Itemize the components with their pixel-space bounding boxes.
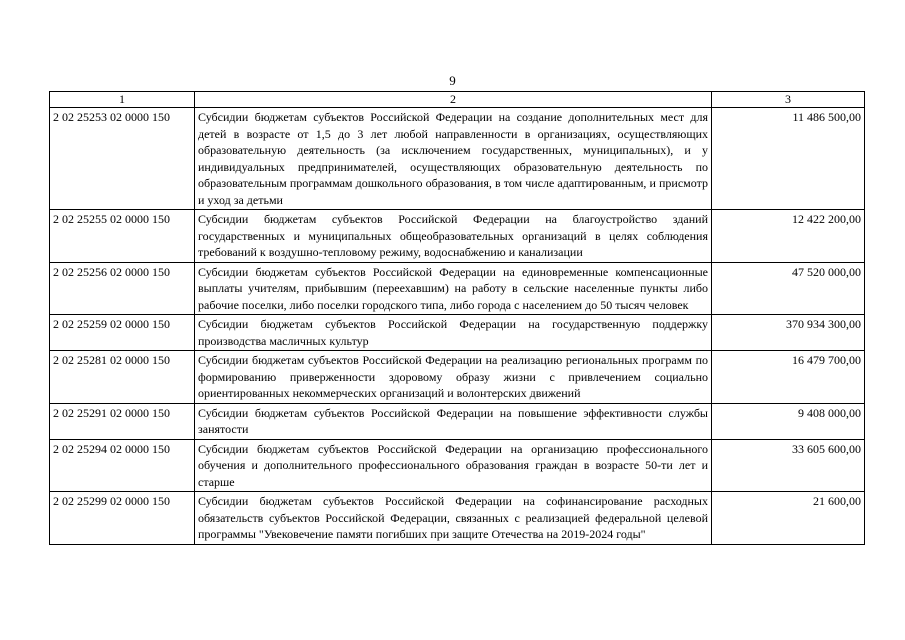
column-header-1: 1 <box>50 92 195 108</box>
row-description: Субсидии бюджетам субъектов Российской Федерации на государственную поддержку производства масличных культур <box>195 315 712 351</box>
row-description: Субсидии бюджетам субъектов Российской Федерации на софинансирование расходных обязательств субъектов Российской Федерации, связанных с реализацией федеральной целевой программы "Увековечение памяти погибших при защите Отечества на 2019-2024 годы" <box>195 492 712 545</box>
row-amount: 9 408 000,00 <box>712 403 865 439</box>
budget-code: 2 02 25256 02 0000 150 <box>50 262 195 315</box>
table-header-row <box>50 92 865 108</box>
budget-code: 2 02 25253 02 0000 150 <box>50 108 195 210</box>
row-description: Субсидии бюджетам субъектов Российской Федерации на повышение эффективности службы занятости <box>195 403 712 439</box>
table-row <box>50 439 865 492</box>
row-description: Субсидии бюджетам субъектов Российской Федерации на единовременные компенсационные выплаты учителям, прибывшим (переехавшим) на работу в сельские населенные пункты либо рабочие поселки, либо поселки городского типа, либо города с населением до 50 тысяч человек <box>195 262 712 315</box>
budget-code: 2 02 25255 02 0000 150 <box>50 210 195 263</box>
row-description: Субсидии бюджетам субъектов Российской Федерации на благоустройство зданий государственных и муниципальных общеобразовательных организаций в целях соблюдения требований к воздушно-тепловому режиму, водоснабжению и канализации <box>195 210 712 263</box>
page-number: 9 <box>449 73 456 88</box>
row-amount: 21 600,00 <box>712 492 865 545</box>
column-header-3: 3 <box>712 92 865 108</box>
table-row <box>50 403 865 439</box>
row-amount: 33 605 600,00 <box>712 439 865 492</box>
row-description: Субсидии бюджетам субъектов Российской Федерации на реализацию региональных программ по формированию приверженности здоровому образу жизни с привлечением социально ориентированных некоммерческих организаций и волонтерских движений <box>195 351 712 404</box>
budget-code: 2 02 25291 02 0000 150 <box>50 403 195 439</box>
row-amount: 12 422 200,00 <box>712 210 865 263</box>
column-header-2: 2 <box>195 92 712 108</box>
row-description: Субсидии бюджетам субъектов Российской Федерации на организацию профессионального обучения и дополнительного профессионального образования граждан в возрасте 50-ти лет и старше <box>195 439 712 492</box>
budget-code: 2 02 25259 02 0000 150 <box>50 315 195 351</box>
budget-code: 2 02 25281 02 0000 150 <box>50 351 195 404</box>
table-row <box>50 315 865 351</box>
table-row <box>50 108 865 210</box>
budget-code: 2 02 25299 02 0000 150 <box>50 492 195 545</box>
row-amount: 47 520 000,00 <box>712 262 865 315</box>
table-row <box>50 492 865 545</box>
row-description: Субсидии бюджетам субъектов Российской Федерации на создание дополнительных мест для детей в возрасте от 1,5 до 3 лет любой направленности в организациях, осуществляющих образовательную деятельность (за исключением государственных, муниципальных), и у индивидуальных предпринимателей, осуществляющих образовательную деятельность по образовательным программам дошкольного образования, в том числе адаптированным, и присмотр и уход за детьми <box>195 108 712 210</box>
budget-table <box>49 91 865 545</box>
budget-code: 2 02 25294 02 0000 150 <box>50 439 195 492</box>
row-amount: 11 486 500,00 <box>712 108 865 210</box>
table-row <box>50 262 865 315</box>
row-amount: 370 934 300,00 <box>712 315 865 351</box>
table-row <box>50 210 865 263</box>
row-amount: 16 479 700,00 <box>712 351 865 404</box>
table-row <box>50 351 865 404</box>
